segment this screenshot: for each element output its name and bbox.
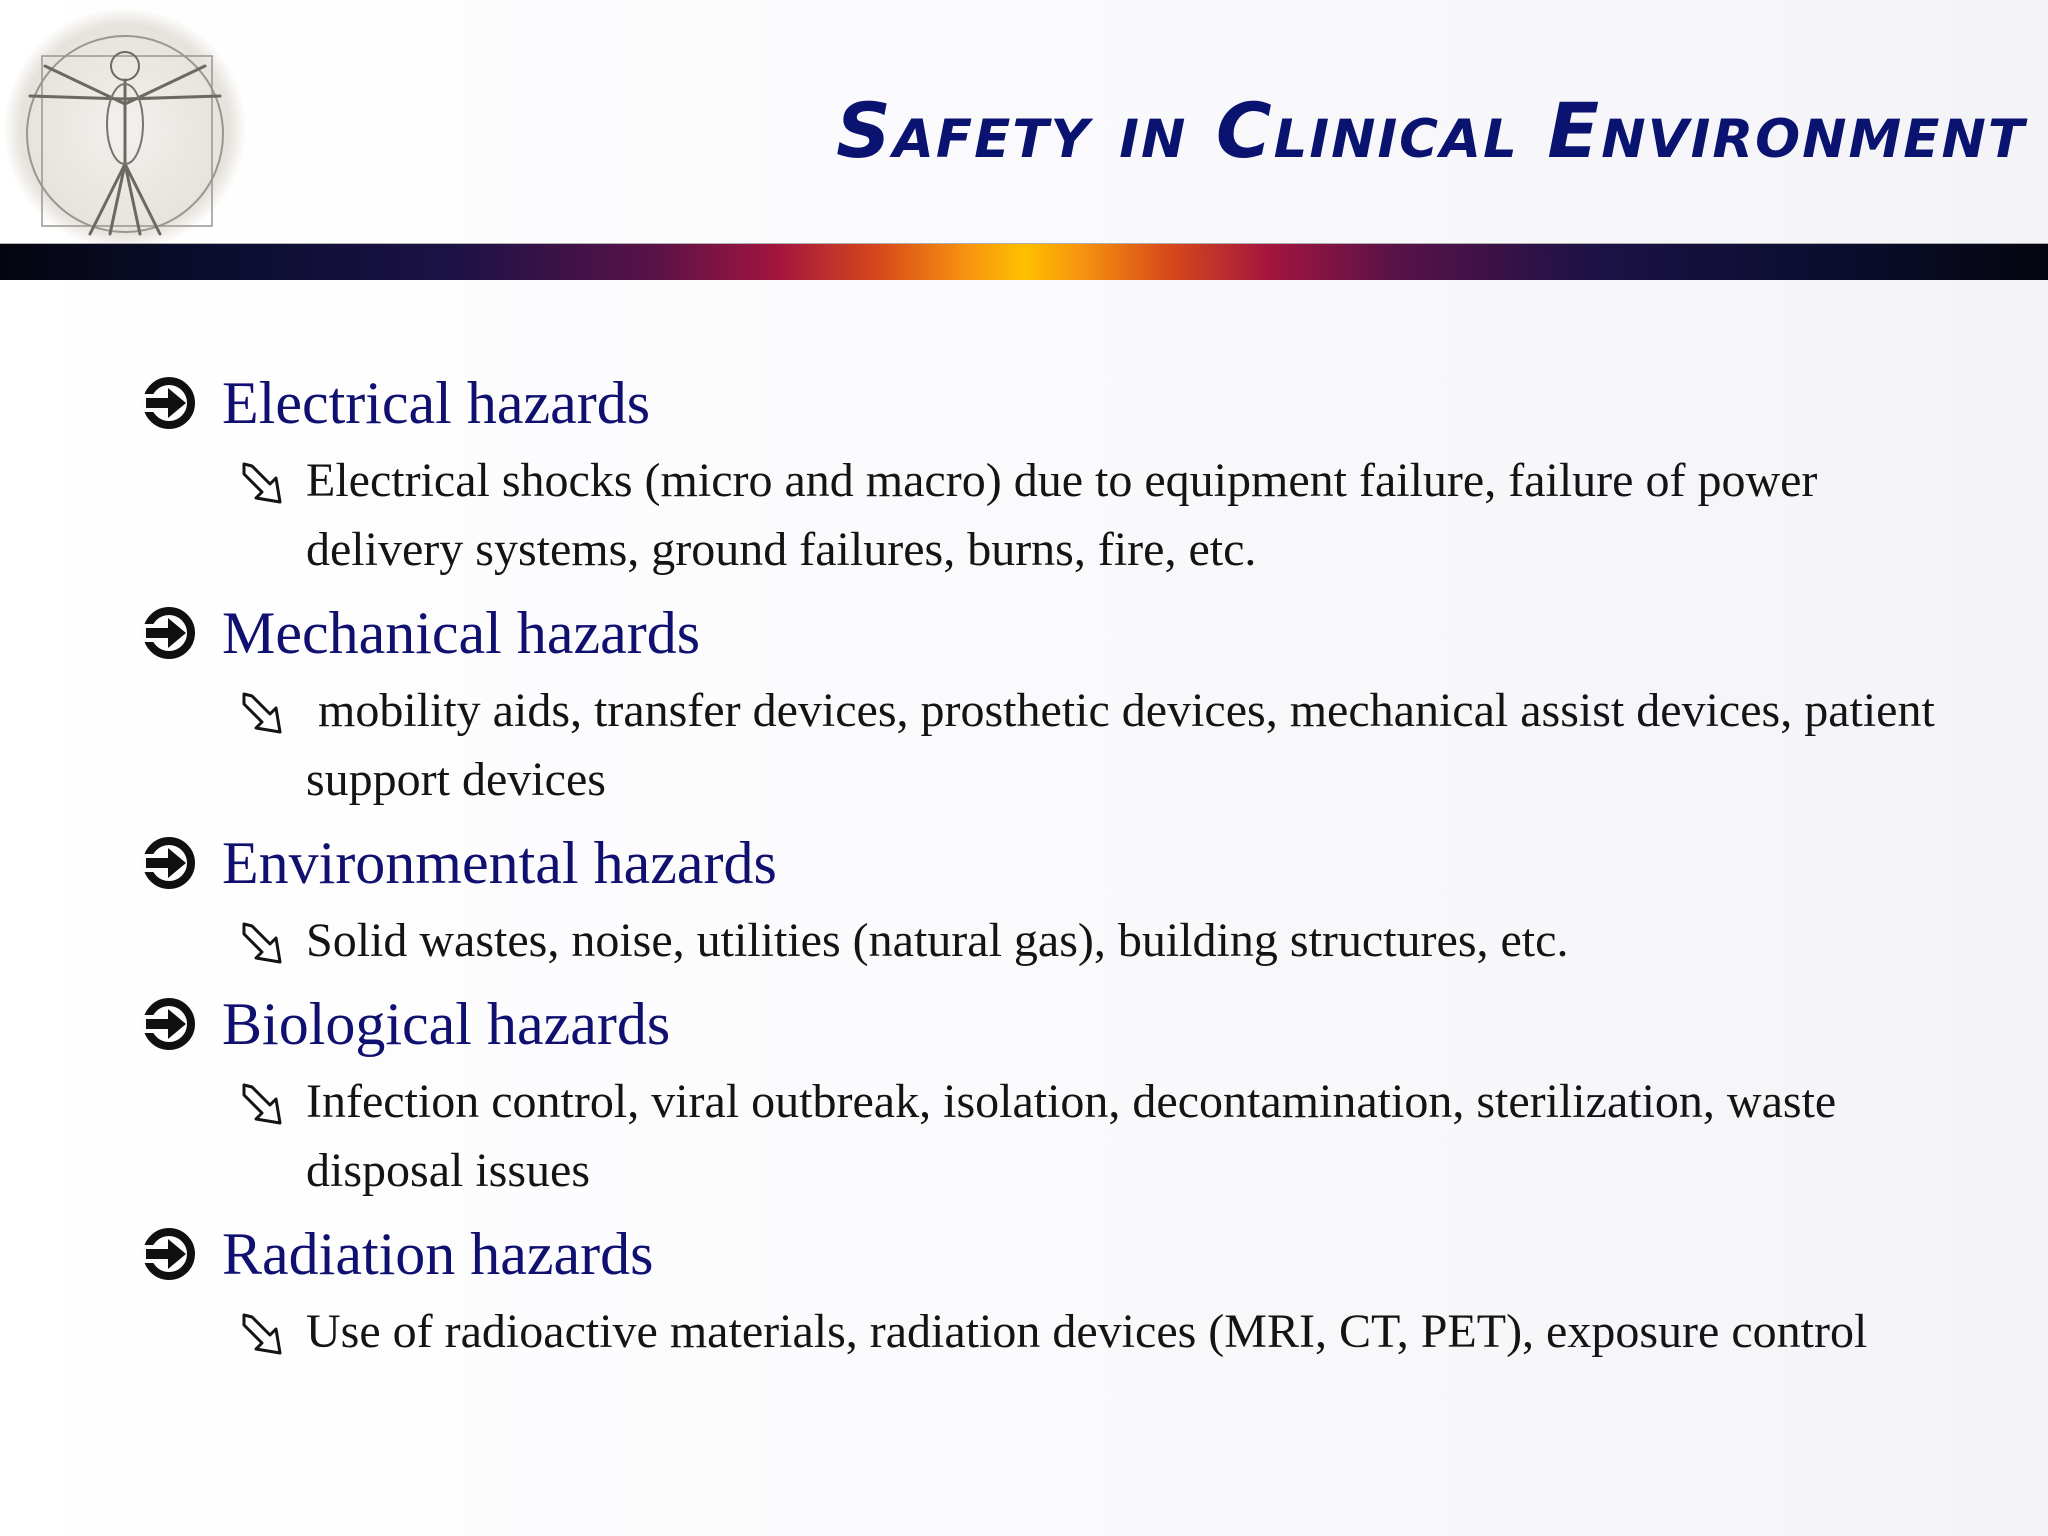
hazard-detail: Infection control, viral outbreak, isolation, decontamination, sterilization, waste disposal issues xyxy=(306,1075,1849,1197)
hazard-heading: Biological hazards xyxy=(222,991,671,1057)
hazard-detail-row xyxy=(240,446,2000,590)
hazard-heading-row xyxy=(140,981,2000,1067)
slide-title: Safety in Clinical Environment xyxy=(836,86,2026,175)
logo xyxy=(0,4,250,254)
hollow-arrow-icon xyxy=(240,918,288,966)
hazard-heading: Electrical hazards xyxy=(222,370,651,436)
hazard-heading-row xyxy=(140,360,2000,446)
hollow-arrow-icon xyxy=(240,1079,288,1127)
hazard-heading: Radiation hazards xyxy=(222,1221,654,1287)
hazard-section xyxy=(140,590,2000,820)
hazard-section xyxy=(140,1211,2000,1372)
hollow-arrow-icon xyxy=(240,688,288,736)
hazard-section xyxy=(140,981,2000,1211)
hazard-heading: Environmental hazards xyxy=(222,830,777,896)
hazard-heading-row xyxy=(140,820,2000,906)
circle-arrow-icon xyxy=(140,995,198,1053)
hazard-detail-row xyxy=(240,1067,2000,1211)
header-gradient-bar xyxy=(0,244,2048,280)
circle-arrow-icon xyxy=(140,604,198,662)
hazard-detail: Electrical shocks (micro and macro) due to equipment failure, failure of power delivery systems, ground failures, burns, fire, etc. xyxy=(306,454,1830,576)
circle-arrow-icon xyxy=(140,834,198,892)
hazard-list xyxy=(140,360,2000,1372)
circle-arrow-icon xyxy=(140,374,198,432)
hazard-detail-row xyxy=(240,906,2000,981)
circle-arrow-icon xyxy=(140,1225,198,1283)
hazard-heading: Mechanical hazards xyxy=(222,600,701,666)
hazard-heading-row xyxy=(140,590,2000,676)
hollow-arrow-icon xyxy=(240,458,288,506)
hazard-detail: Use of radioactive materials, radiation devices (MRI, CT, PET), exposure control xyxy=(306,1305,1868,1358)
hazard-detail: Solid wastes, noise, utilities (natural gas), building structures, etc. xyxy=(306,914,1569,967)
hazard-section xyxy=(140,360,2000,590)
hazard-detail-row xyxy=(240,1297,2000,1372)
hazard-heading-row xyxy=(140,1211,2000,1297)
hollow-arrow-icon xyxy=(240,1309,288,1357)
hazard-detail: mobility aids, transfer devices, prosthetic devices, mechanical assist devices, patient support devices xyxy=(306,684,1947,806)
hazard-section xyxy=(140,820,2000,981)
hazard-detail-row xyxy=(240,676,2000,820)
